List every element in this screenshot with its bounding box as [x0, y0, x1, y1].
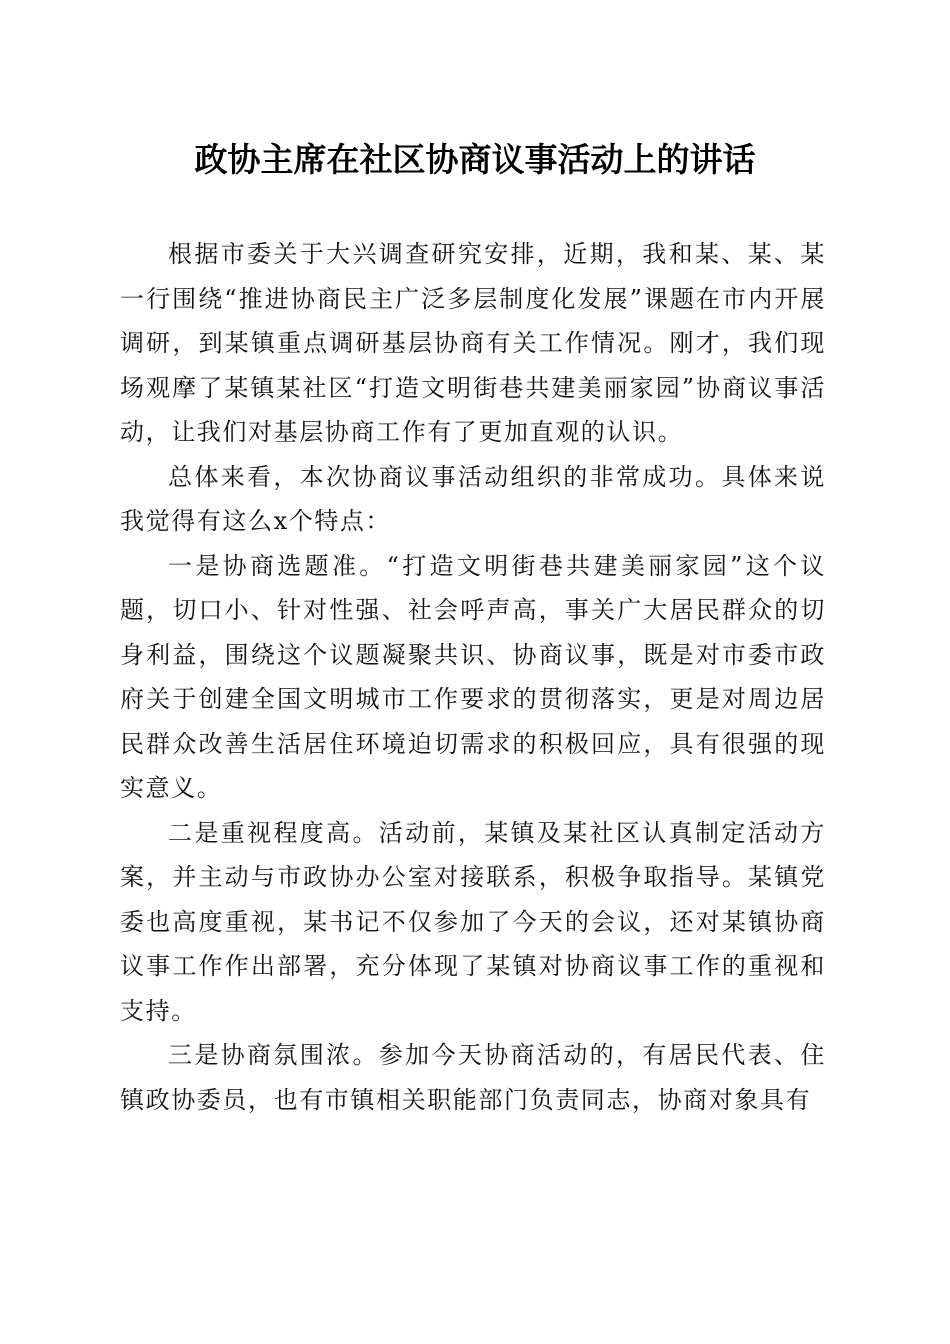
- document-title: 政协主席在社区协商议事活动上的讲话: [194, 140, 756, 179]
- paragraph-lead: 一是协商选题准。: [168, 551, 387, 580]
- paragraph-summary: [120, 455, 826, 544]
- paragraph-text: 根据市委关于大兴调查研究安排，近期，我和某、某、某一行围绕“推进协商民主广泛多层制度化发展”课题在市内开展调研，到某镇重点调研基层协商有关工作情况。刚才，我们现场观摩了某镇某社区“打造文明街巷共建美丽家园”协商议事活动，让我们对基层协商工作有了更加直观的认识。: [120, 240, 826, 446]
- paragraph-lead: 三是协商氛围浓。: [168, 1041, 379, 1069]
- paragraph-intro: [120, 232, 826, 455]
- paragraph-text: “打造文明街巷共建美丽家园”这个议题，切口小、针对性强、社会呼声高，事关广大居民群众的切身利益，围绕这个议题凝聚共识、协商议事，既是对市委市政府关于创建全国文明城市工作要求的贯彻落实，更是对周边居民群众改善生活居住环境迫切需求的积极回应，具有很强的现实意义。: [120, 551, 826, 802]
- paragraph-lead: 二是重视程度高。: [168, 818, 379, 847]
- paragraph-point-2: [120, 811, 826, 1034]
- paragraph-point-3: [120, 1033, 826, 1122]
- paragraph-point-1: [120, 544, 826, 811]
- document-body: [120, 232, 826, 1122]
- paragraph-text: 活动前，某镇及某社区认真制定活动方案，并主动与市政协办公室对接联系，积极争取指导。某镇党委也高度重视，某书记不仅参加了今天的会议，还对某镇协商议事工作作出部署，充分体现了某镇对协商议事工作的重视和支持。: [120, 818, 826, 1025]
- paragraph-text: 总体来看，本次协商议事活动组织的非常成功。具体来说我觉得有这么x个特点：: [120, 462, 826, 535]
- paragraph-text: 参加今天协商活动的，有居民代表、住镇政协委员，也有市镇相关职能部门负责同志，协商对象具有: [120, 1041, 826, 1114]
